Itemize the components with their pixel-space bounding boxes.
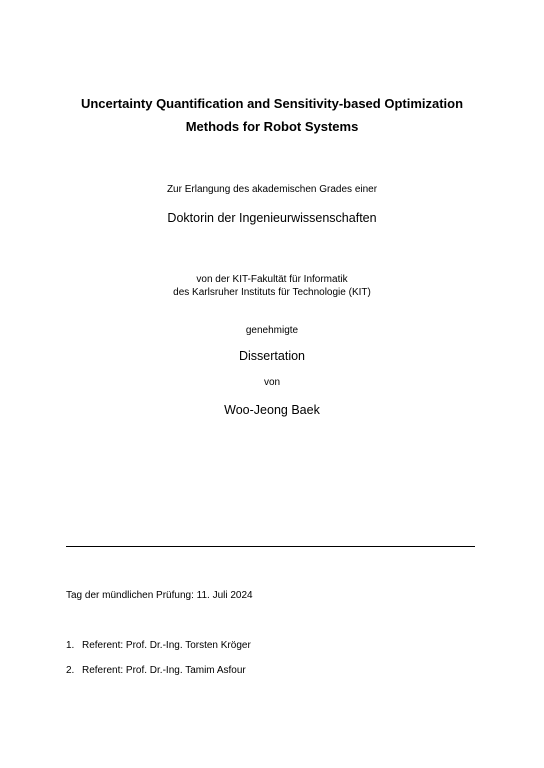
oral-exam-date: Tag der mündlichen Prüfung: 11. Juli 2024 [66, 590, 253, 601]
referee-text: Referent: Prof. Dr.-Ing. Tamim Asfour [82, 665, 246, 676]
by-text: von [263, 377, 281, 388]
signature-divider [66, 546, 475, 547]
faculty-text: von der KIT-Fakultät für Informatik [196, 274, 348, 285]
degree-title: Doktorin der Ingenieurwissenschaften [167, 211, 377, 225]
document-type: Dissertation [239, 349, 305, 363]
title-line-2: Methods for Robot Systems [185, 119, 359, 134]
referee-text: Referent: Prof. Dr.-Ing. Torsten Kröger [82, 640, 251, 651]
author-name: Woo-Jeong Baek [224, 403, 320, 417]
title-line-1: Uncertainty Quantification and Sensitivity-based Optimization [80, 96, 464, 111]
referee-item-2 [66, 664, 246, 677]
approved-text: genehmigte [245, 325, 299, 336]
degree-purpose-text: Zur Erlangung des akademischen Grades einer [166, 184, 378, 195]
institute-text: des Karlsruher Instituts für Technologie (KIT) [173, 287, 371, 298]
referee-number: 2. [66, 665, 75, 676]
referee-item-1 [66, 639, 251, 652]
referee-number: 1. [66, 640, 75, 651]
